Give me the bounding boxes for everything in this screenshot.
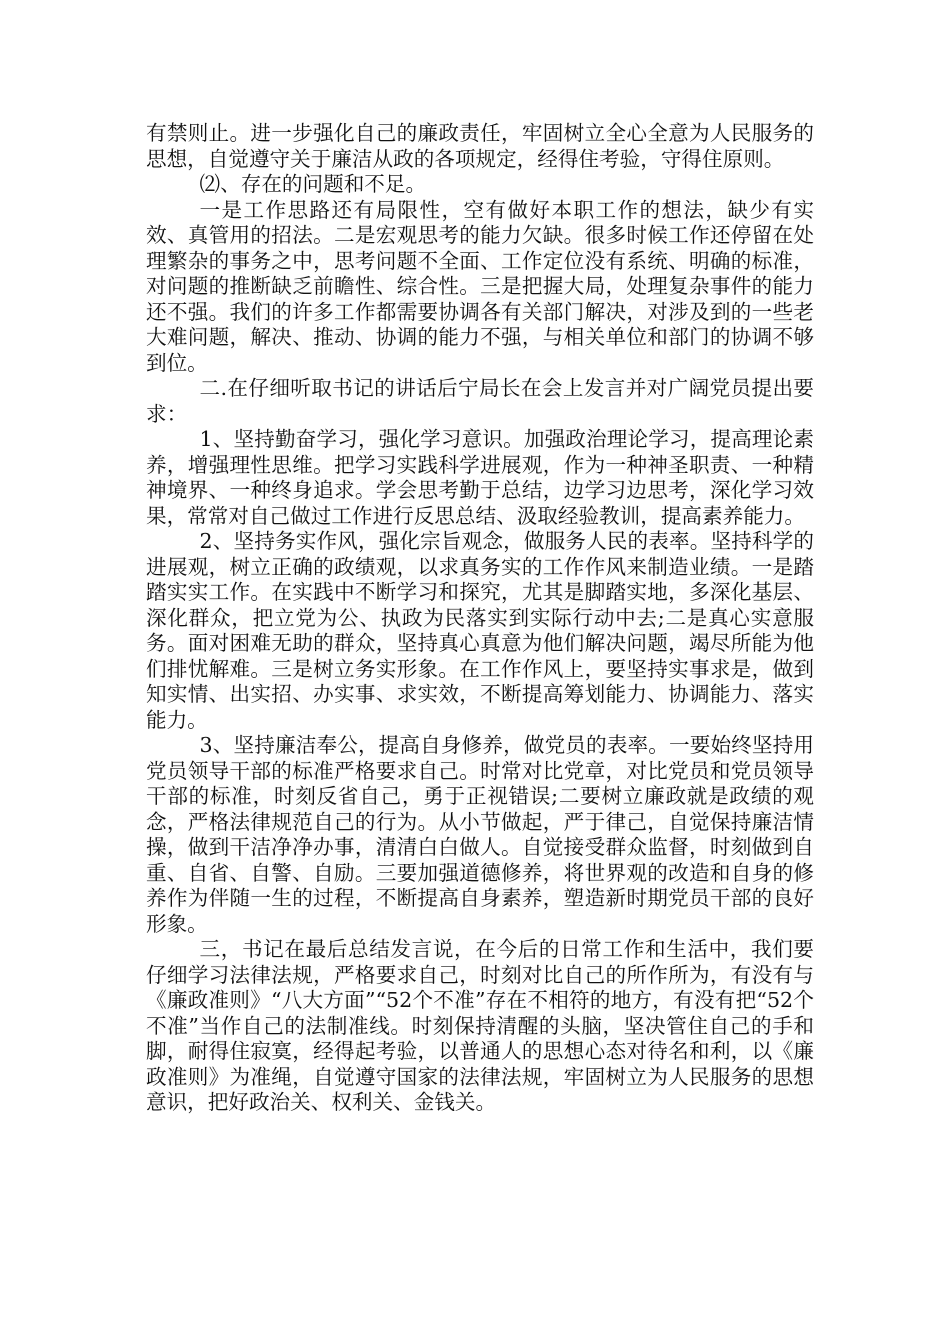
paragraph-7: 3、坚持廉洁奉公，提高自身修养，做党员的表率。一要始终坚持用党员领导干部的标准严格要求自己。时常对比党章，对比党员和党员领导干部的标准，时刻反省自己，勇于正视错误;二要树立廉政就是政绩的观念，严格法律规范自己的行为。从小节做起，严于律己，自觉保持廉洁情操，做到干洁净净办事，清清白白做人。自觉接受群众监督，时刻做到自重、自省、自警、自励。三要加强道德修养，将世界观的改造和自身的修养作为伴随一生的过程，不断提高自身素养，塑造新时期党员干部的良好形象。 xyxy=(146,733,814,936)
paragraph-2-heading: ⑵、存在的问题和不足。 xyxy=(199,172,427,196)
document-page xyxy=(146,121,814,1116)
paragraph-5: 1、坚持勤奋学习，强化学习意识。加强政治理论学习，提高理论素养，增强理性思维。把学习实践科学进展观，作为一种神圣职责、一种精神境界、一种终身追求。学会思考勤于总结，边学习边思考，深化学习效果，常常对自己做过工作进行反思总结、汲取经验教训，提高素养能力。 xyxy=(146,427,814,528)
paragraph-4-heading: 二.在仔细听取书记的讲话后宁局长在会上发言并对广阔党员提出要求： xyxy=(146,376,814,426)
paragraph-8: 三，书记在最后总结发言说，在今后的日常工作和生活中，我们要仔细学习法律法规，严格要求自己，时刻对比自己的所作所为，有没有与《廉政准则》“八大方面”“52个不准”存在不相符的地方，有没有把“52个不准”当作自己的法制准线。时刻保持清醒的头脑，坚决管住自己的手和脚，耐得住寂寞，经得起考验，以普通人的思想心态对待名和利，以《廉政准则》为准绳，自觉遵守国家的法律法规，牢固树立为人民服务的思想意识，把好政治关、权利关、金钱关。 xyxy=(146,937,814,1114)
paragraph-1: 有禁则止。进一步强化自己的廉政责任，牢固树立全心全意为人民服务的思想，自觉遵守关于廉洁从政的各项规定，经得住考验，守得住原则。 xyxy=(146,121,814,171)
paragraph-3: 一是工作思路还有局限性，空有做好本职工作的想法，缺少有实效、真管用的招法。二是宏观思考的能力欠缺。很多时候工作还停留在处理繁杂的事务之中，思考问题不全面、工作定位没有系统、明确的标准，对问题的推断缺乏前瞻性、综合性。三是把握大局，处理复杂事件的能力还不强。我们的许多工作都需要协调各有关部门解决，对涉及到的一些老大难问题，解决、推动、协调的能力不强，与相关单位和部门的协调不够到位。 xyxy=(146,197,814,375)
paragraph-6: 2、坚持务实作风，强化宗旨观念，做服务人民的表率。坚持科学的进展观，树立正确的政绩观，以求真务实的工作作风来制造业绩。一是踏踏实实工作。在实践中不断学习和探究，尤其是脚踏实地，多深化基层、深化群众，把立党为公、执政为民落实到实际行动中去;二是真心实意服务。面对困难无助的群众，坚持真心真意为他们解决问题，竭尽所能为他们排忧解难。三是树立务实形象。在工作作风上，要坚持实事求是，做到知实情、出实招、办实事、求实效，不断提高筹划能力、协调能力、落实能力。 xyxy=(146,529,814,732)
